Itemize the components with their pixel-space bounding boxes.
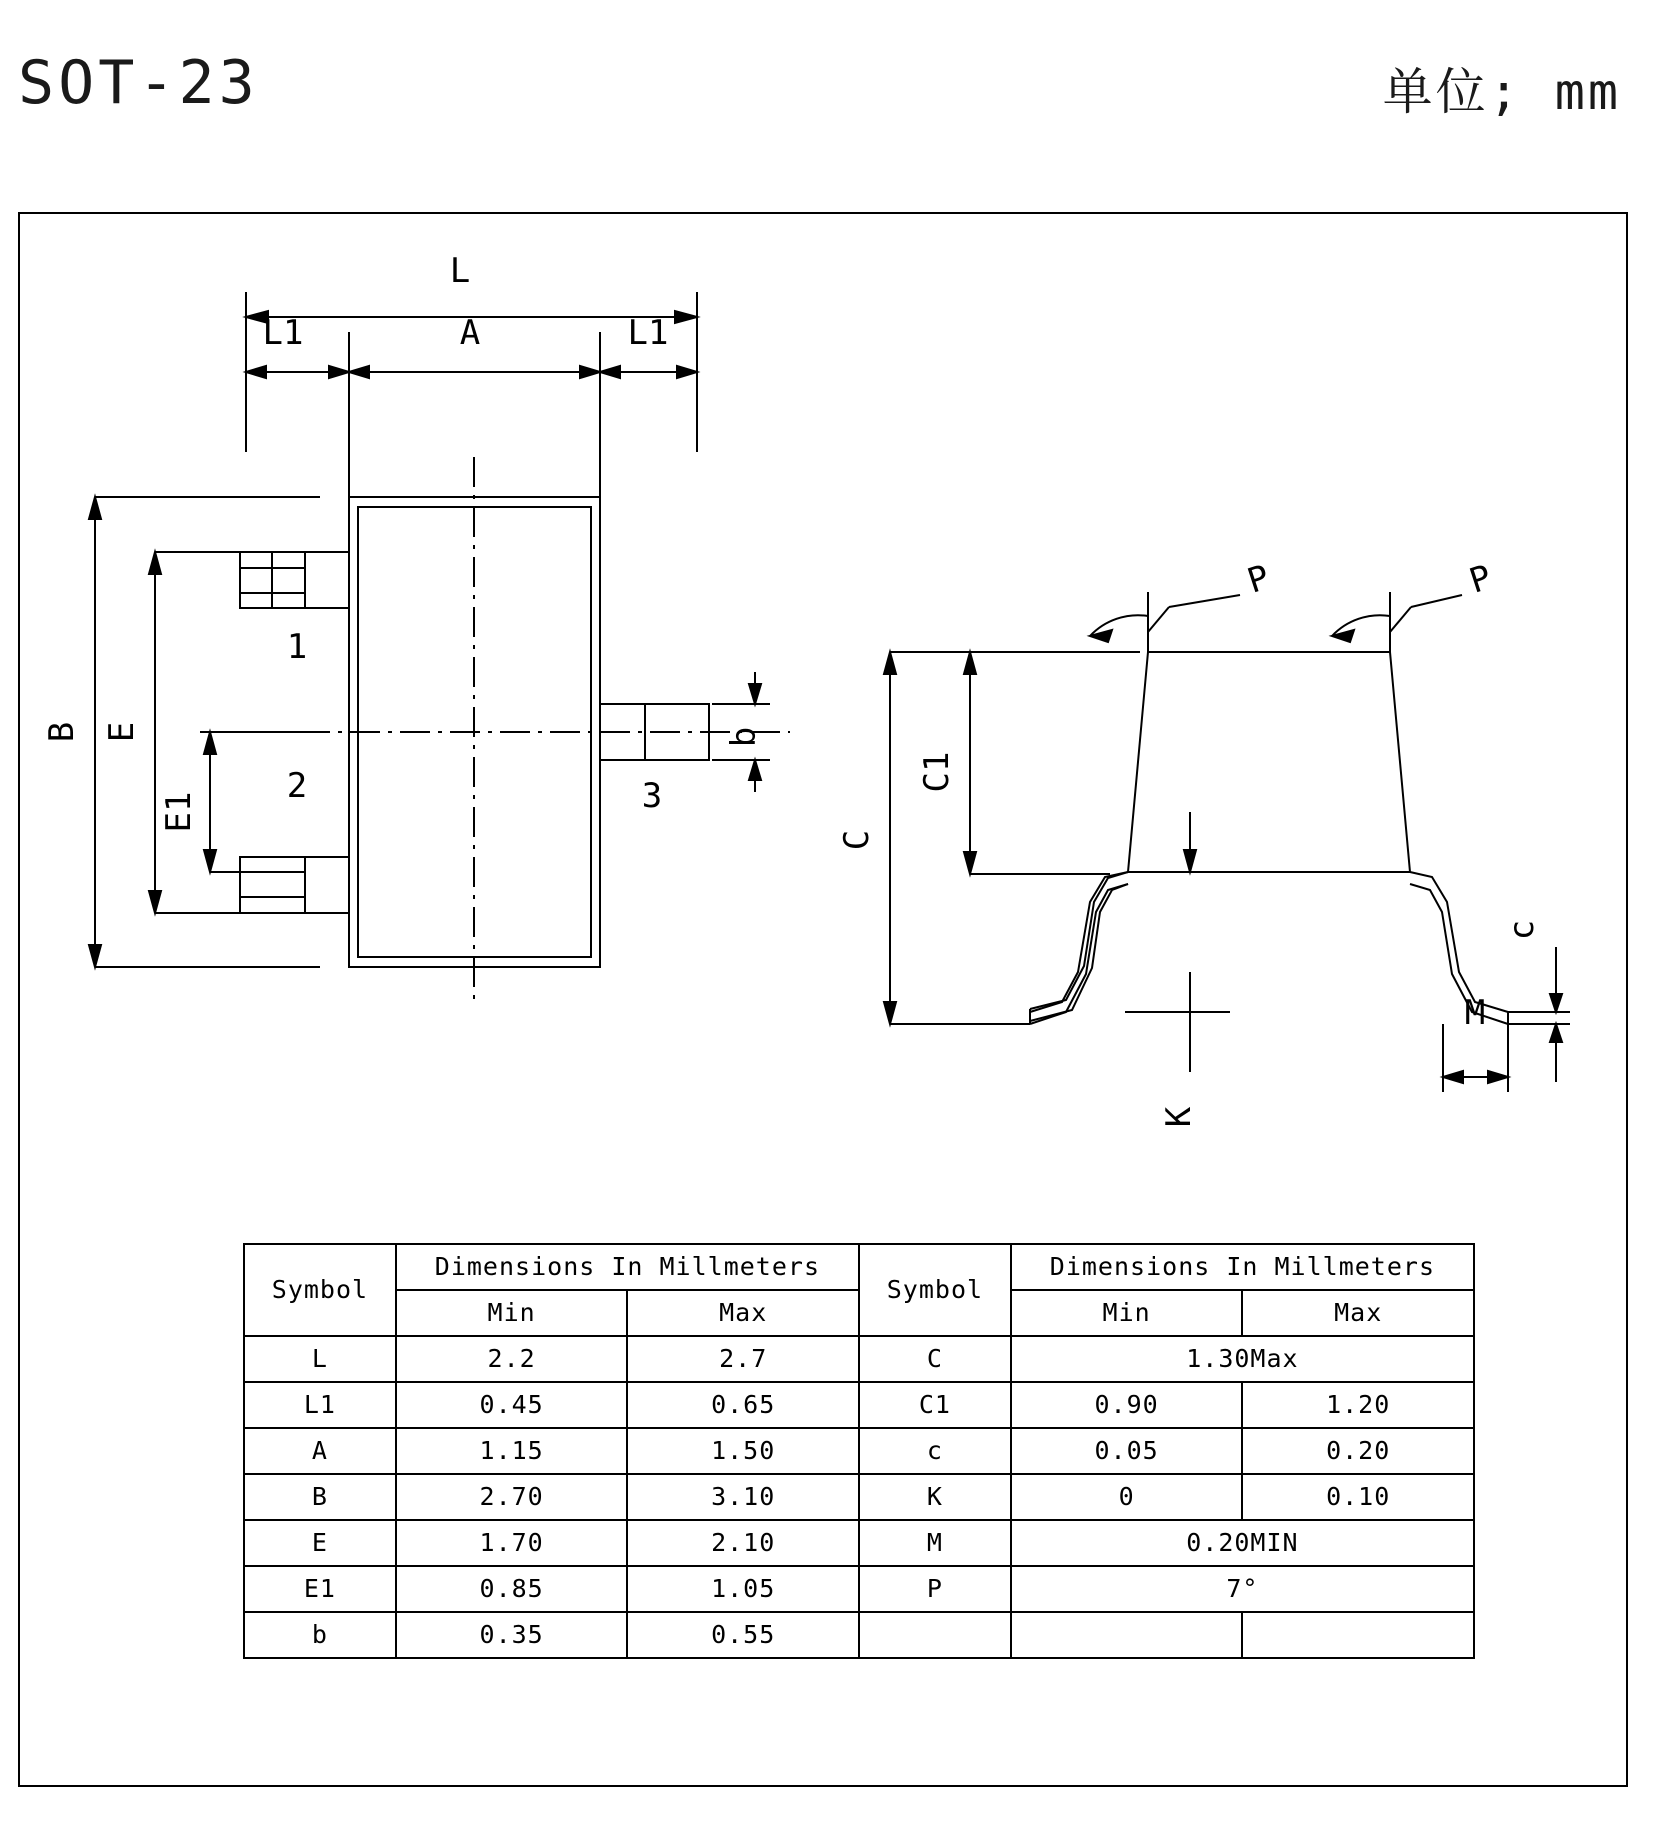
table-row — [244, 1474, 1474, 1520]
cell-max-left: 3.10 — [627, 1474, 859, 1520]
cell-symbol-left: b — [244, 1612, 396, 1658]
label-pin-1: 1 — [286, 627, 308, 667]
label-c: c — [1502, 919, 1542, 941]
header-max-right: Max — [1242, 1290, 1474, 1336]
cell-symbol-left: E — [244, 1520, 396, 1566]
cell-min-left: 0.45 — [396, 1382, 628, 1428]
cell-symbol-right: C — [859, 1336, 1011, 1382]
cell-min-left: 0.35 — [396, 1612, 628, 1658]
cell-min-right: 0.90 — [1011, 1382, 1243, 1428]
label-E: E — [102, 721, 142, 743]
cell-symbol-left: E1 — [244, 1566, 396, 1612]
header-dims-right: Dimensions In Millmeters — [1011, 1244, 1474, 1290]
cell-min-left: 1.70 — [396, 1520, 628, 1566]
cell-max-left: 2.7 — [627, 1336, 859, 1382]
cell-max-left: 1.50 — [627, 1428, 859, 1474]
cell-symbol-right: c — [859, 1428, 1011, 1474]
cell-symbol-left: A — [244, 1428, 396, 1474]
cell-min-left: 2.70 — [396, 1474, 628, 1520]
cell-max-left: 0.55 — [627, 1612, 859, 1658]
cell-max-right — [1242, 1612, 1474, 1658]
label-M: M — [1464, 993, 1486, 1033]
header-min-right: Min — [1011, 1290, 1243, 1336]
cell-max-left: 1.05 — [627, 1566, 859, 1612]
cell-max-right: 0.10 — [1242, 1474, 1474, 1520]
cell-symbol-left: L — [244, 1336, 396, 1382]
cell-symbol-right: K — [859, 1474, 1011, 1520]
cell-symbol-right — [859, 1612, 1011, 1658]
table-row — [244, 1566, 1474, 1612]
table-row — [244, 1382, 1474, 1428]
header-min-left: Min — [396, 1290, 628, 1336]
label-A: A — [459, 313, 481, 353]
cell-max-right: 0.20 — [1242, 1428, 1474, 1474]
cell-span-right: 7° — [1011, 1566, 1474, 1612]
cell-symbol-left: L1 — [244, 1382, 396, 1428]
cell-symbol-right: M — [859, 1520, 1011, 1566]
table-row — [244, 1336, 1474, 1382]
label-P-left: P — [1242, 557, 1275, 602]
drawing-area — [0, 212, 1653, 1212]
unit-label: 单位; mm — [1382, 63, 1621, 121]
cell-span-right: 1.30Max — [1011, 1336, 1474, 1382]
label-K: K — [1159, 1106, 1199, 1128]
cell-span-right: 0.20MIN — [1011, 1520, 1474, 1566]
cell-min-right: 0.05 — [1011, 1428, 1243, 1474]
label-pin-3: 3 — [641, 776, 663, 816]
cell-min-right — [1011, 1612, 1243, 1658]
cell-min-left: 2.2 — [396, 1336, 628, 1382]
cell-min-left: 1.15 — [396, 1428, 628, 1474]
cell-symbol-right: P — [859, 1566, 1011, 1612]
cell-max-right: 1.20 — [1242, 1382, 1474, 1428]
label-L1-right: L1 — [627, 313, 669, 353]
table-row — [244, 1520, 1474, 1566]
header-symbol-left: Symbol — [244, 1244, 396, 1336]
label-C: C — [837, 829, 877, 851]
table-row — [244, 1428, 1474, 1474]
label-pin-2: 2 — [286, 766, 308, 806]
page-title: SOT-23 — [18, 48, 259, 118]
label-L: L — [449, 251, 471, 291]
header-dims-left: Dimensions In Millmeters — [396, 1244, 859, 1290]
cell-symbol-left: B — [244, 1474, 396, 1520]
cell-max-left: 0.65 — [627, 1382, 859, 1428]
label-B: B — [42, 721, 82, 743]
cell-max-left: 2.10 — [627, 1520, 859, 1566]
cell-min-left: 0.85 — [396, 1566, 628, 1612]
label-C1: C1 — [917, 751, 957, 793]
cell-min-right: 0 — [1011, 1474, 1243, 1520]
label-L1-left: L1 — [262, 313, 304, 353]
header-max-left: Max — [627, 1290, 859, 1336]
cell-symbol-right: C1 — [859, 1382, 1011, 1428]
table-row — [244, 1612, 1474, 1658]
label-b: b — [724, 726, 764, 748]
dimensions-table — [243, 1243, 1475, 1659]
table-header-row-1 — [244, 1244, 1474, 1290]
package-outline-svg — [0, 212, 1653, 1212]
label-E1: E1 — [159, 791, 199, 833]
label-P-right: P — [1464, 557, 1497, 602]
header-symbol-right: Symbol — [859, 1244, 1011, 1336]
